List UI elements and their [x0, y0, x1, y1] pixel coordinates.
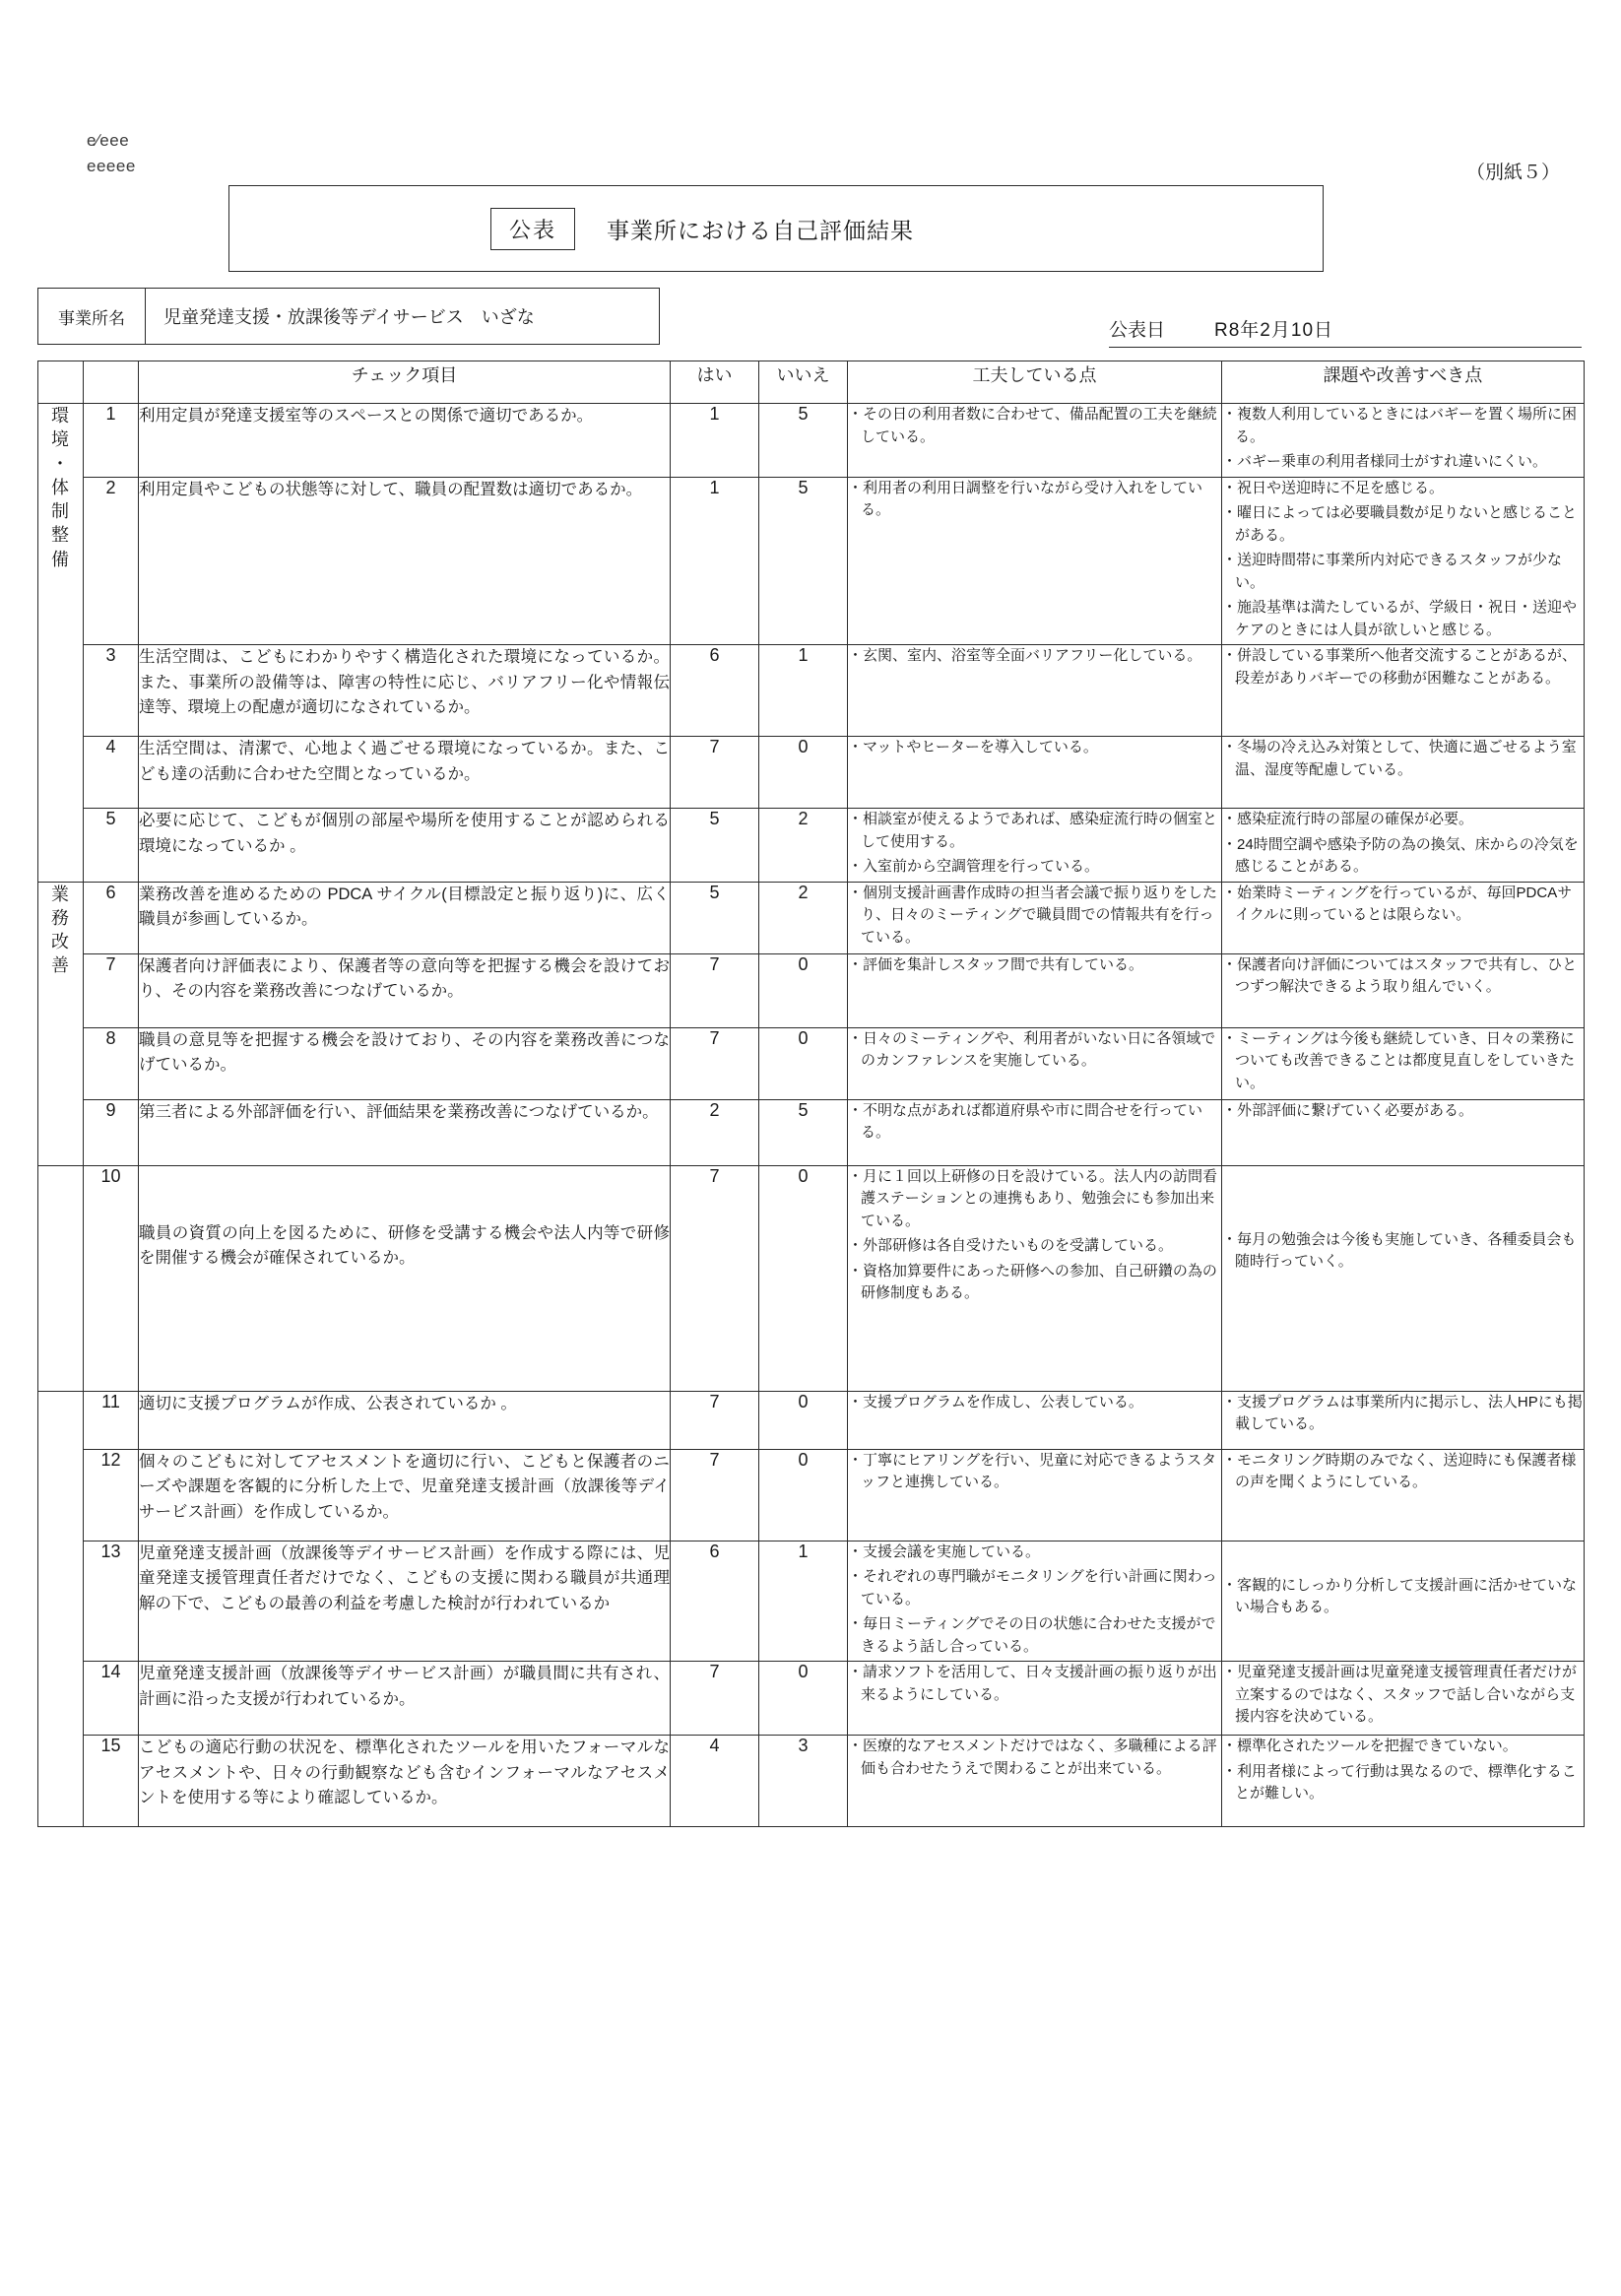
table-row [38, 1541, 1585, 1662]
check-item-text: 生活空間は、清潔で、心地よく過ごせる環境になっているか。また、こども達の活動に合わせた空間となっているか。 [139, 737, 671, 809]
header-issues: 課題や改善すべき点 [1222, 361, 1585, 404]
no-count: 5 [759, 1099, 848, 1165]
check-item-text: 第三者による外部評価を行い、評価結果を業務改善につなげているか。 [139, 1099, 671, 1165]
check-item-text: 個々のこどもに対してアセスメントを適切に行い、こどもと保護者のニーズや課題を客観的に分析した上で、児童発達支援計画（放課後等デイサービス計画）を作成しているか。 [139, 1449, 671, 1541]
yes-count: 7 [671, 1662, 759, 1736]
issues [1222, 1099, 1585, 1165]
good-point-item: ・ 個別支援計画書作成時の担当者会議で振り返りをしたり、日々のミーティングで職員間での情報共有を行っている。 [848, 883, 1221, 950]
office-name-label: 事業所名 [38, 289, 146, 344]
annex-label: （別紙５） [1465, 163, 1560, 183]
yes-count: 7 [671, 1449, 759, 1541]
no-count: 1 [759, 1541, 848, 1662]
issue-item: ・ 併設している事業所へ他者交流することがあるが、段差がありバギーでの移動が困難なことがある。 [1222, 645, 1584, 689]
check-item-text: 保護者向け評価表により、保護者等の意向等を把握する機会を設けており、その内容を業務改善につなげているか。 [139, 953, 671, 1027]
table-row [38, 1165, 1585, 1391]
good-point-item: ・ 請求ソフトを活用して、日々支援計画の振り返りが出来るようにしている。 [848, 1662, 1221, 1706]
no-count: 0 [759, 1662, 848, 1736]
issue-item: ・ 標準化されたツールを把握できていない。 [1222, 1736, 1584, 1758]
issue-item: ・ 送迎時間帯に事業所内対応できるスタッフが少ない。 [1222, 550, 1584, 594]
yes-count: 2 [671, 1099, 759, 1165]
issue-item: ・ 施設基準は満たしているが、学級日・祝日・送迎やケアのときには人員が欲しいと感じる。 [1222, 597, 1584, 641]
issues [1222, 1027, 1585, 1099]
good-point-item: ・ 入室前から空調管理を行っている。 [848, 856, 1221, 879]
good-point-item: ・ 資格加算要件にあった研修への参加、自己研鑽の為の研修制度もある。 [848, 1261, 1221, 1305]
header-category [38, 361, 84, 404]
row-number: 5 [84, 809, 139, 883]
issues [1222, 1165, 1585, 1391]
row-number: 7 [84, 953, 139, 1027]
row-number: 2 [84, 477, 139, 645]
issue-item: ・ 児童発達支援計画は児童発達支援管理責任者だけが立案するのではなく、スタッフで話し合いながら支援内容を決めている。 [1222, 1662, 1584, 1729]
yes-count: 7 [671, 1165, 759, 1391]
table-row [38, 1449, 1585, 1541]
good-points [848, 1541, 1222, 1662]
issue-item: ・ 客観的にしっかり分析して支援計画に活かせていない場合もある。 [1222, 1575, 1584, 1619]
yes-count: 4 [671, 1736, 759, 1827]
good-points [848, 477, 1222, 645]
check-item-text: 児童発達支援計画（放課後等デイサービス計画）を作成する際には、児童発達支援管理責任者だけでなく、こどもの支援に関わる職員が共通理解の下で、こどもの最善の利益を考慮した検討が行われているか [139, 1541, 671, 1662]
row-number: 10 [84, 1165, 139, 1391]
good-point-item: ・ 玄関、室内、浴室等全面バリアフリー化している。 [848, 645, 1221, 668]
row-number: 4 [84, 737, 139, 809]
issues [1222, 809, 1585, 883]
table-row [38, 809, 1585, 883]
good-points [848, 1027, 1222, 1099]
good-points [848, 1662, 1222, 1736]
issue-item: ・ 利用者様によって行動は異なるので、標準化することが難しい。 [1222, 1761, 1584, 1805]
no-count: 0 [759, 1165, 848, 1391]
row-number: 8 [84, 1027, 139, 1099]
row-number: 14 [84, 1662, 139, 1736]
check-item-text: 必要に応じて、こどもが個別の部屋や場所を使用することが認められる環境になっているか 。 [139, 809, 671, 883]
table-row [38, 737, 1585, 809]
good-points [848, 1165, 1222, 1391]
good-points [848, 1391, 1222, 1449]
good-points [848, 953, 1222, 1027]
issue-item: ・ 曜日によっては必要職員数が足りないと感じることがある。 [1222, 502, 1584, 547]
no-count: 5 [759, 477, 848, 645]
issue-item: ・ 複数人利用しているときにはバギーを置く場所に困る。 [1222, 404, 1584, 448]
issue-item: ・ バギー乗車の利用者様同士がすれ違いにくい。 [1222, 451, 1584, 474]
good-point-item: ・ 不明な点があれば都道府県や市に問合せを行っている。 [848, 1100, 1221, 1145]
yes-count: 7 [671, 953, 759, 1027]
good-point-item: ・ 毎日ミーティングでその日の状態に合わせた支援ができるよう話し合っている。 [848, 1613, 1221, 1658]
row-number: 9 [84, 1099, 139, 1165]
good-point-item: ・ 支援会議を実施している。 [848, 1542, 1221, 1564]
check-item-text: 職員の資質の向上を図るために、研修を受講する機会や法人内等で研修を開催する機会が確保されているか。 [139, 1165, 671, 1391]
good-point-item: ・ マットやヒーターを導入している。 [848, 737, 1221, 759]
table-row [38, 404, 1585, 478]
yes-count: 7 [671, 737, 759, 809]
check-item-text: 利用定員が発達支援室等のスペースとの関係で適切であるか。 [139, 404, 671, 478]
row-number: 15 [84, 1736, 139, 1827]
no-count: 1 [759, 645, 848, 737]
table-row [38, 645, 1585, 737]
category-cell-blank-lower [38, 1391, 84, 1827]
publication-date [1109, 315, 1582, 346]
header-no: いいえ [759, 361, 848, 404]
header-good-points: 工夫している点 [848, 361, 1222, 404]
table-row [38, 1662, 1585, 1736]
issue-item: ・ 冬場の冷え込み対策として、快適に過ごせるよう室温、湿度等配慮している。 [1222, 737, 1584, 781]
issue-item: ・ 24時間空調や感染予防の為の換気、床からの冷気を感じることがある。 [1222, 834, 1584, 879]
yes-count: 1 [671, 404, 759, 478]
check-item-text: 職員の意見等を把握する機会を設けており、その内容を業務改善につなげているか。 [139, 1027, 671, 1099]
self-evaluation-table [37, 361, 1585, 1827]
row-number: 13 [84, 1541, 139, 1662]
table-row [38, 1391, 1585, 1449]
issue-item: ・ 保護者向け評価についてはスタッフで共有し、ひとつずつ解決できるよう取り組んでいく。 [1222, 954, 1584, 999]
corner-mark-line1: e∕eee [87, 131, 130, 150]
publication-date-value: R8年2月10日 [1214, 320, 1334, 341]
issues [1222, 737, 1585, 809]
good-point-item: ・ それぞれの専門職がモニタリングを行い計画に関わっている。 [848, 1566, 1221, 1610]
row-number: 11 [84, 1391, 139, 1449]
header-check-item: チェック項目 [139, 361, 671, 404]
publication-date-label: 公表日 [1109, 320, 1166, 341]
title-box [228, 185, 1324, 272]
yes-count: 5 [671, 809, 759, 883]
page-title: 事業所における自己評価結果 [607, 217, 915, 243]
table-header-row [38, 361, 1585, 404]
no-count: 5 [759, 404, 848, 478]
table-row [38, 477, 1585, 645]
office-name-value: 児童発達支援・放課後等デイサービス いざな [163, 307, 535, 327]
no-count: 0 [759, 1027, 848, 1099]
category-cell-empty [38, 1165, 84, 1391]
no-count: 2 [759, 809, 848, 883]
good-points [848, 737, 1222, 809]
check-item-text: 適切に支援プログラムが作成、公表されているか 。 [139, 1391, 671, 1449]
table-row [38, 1027, 1585, 1099]
good-points [848, 1736, 1222, 1827]
good-point-item: ・ 外部研修は各自受けたいものを受講している。 [848, 1235, 1221, 1258]
row-number: 12 [84, 1449, 139, 1541]
good-point-item: ・ 相談室が使えるようであれば、感染症流行時の個室として使用する。 [848, 809, 1221, 853]
no-count: 0 [759, 953, 848, 1027]
category-cell-business-improvement: 業 務 改 善 [38, 882, 84, 1165]
public-badge: 公表 [490, 208, 575, 250]
issue-item: ・ 支援プログラムは事業所内に掲示し、法人HPにも掲載している。 [1222, 1392, 1584, 1436]
issues [1222, 953, 1585, 1027]
issues [1222, 1662, 1585, 1736]
issue-item: ・ 始業時ミーティングを行っているが、毎回PDCAサイクルに則っているとは限らない。 [1222, 883, 1584, 927]
issue-item: ・ ミーティングは今後も継続していき、日々の業務についても改善できることは都度見直しをしていきたい。 [1222, 1028, 1584, 1095]
table-row [38, 1099, 1585, 1165]
issues [1222, 1449, 1585, 1541]
issue-item: ・ 感染症流行時の部屋の確保が必要。 [1222, 809, 1584, 831]
issues [1222, 404, 1585, 478]
table-row [38, 953, 1585, 1027]
issue-item: ・ 祝日や送迎時に不足を感じる。 [1222, 478, 1584, 500]
publication-date-underline [1109, 347, 1582, 348]
check-item-text: 業務改善を進めるための PDCA サイクル(目標設定と振り返り)に、広く職員が参画しているか。 [139, 882, 671, 953]
yes-count: 6 [671, 1541, 759, 1662]
check-item-text: こどもの適応行動の状況を、標準化されたツールを用いたフォーマルなアセスメントや、日々の行動観察なども含むインフォーマルなアセスメントを使用する等により確認しているか。 [139, 1736, 671, 1827]
good-points [848, 1099, 1222, 1165]
issues [1222, 1541, 1585, 1662]
category-cell-environment: 環 境 ・ 体 制 整 備 [38, 404, 84, 883]
issues [1222, 477, 1585, 645]
row-number: 3 [84, 645, 139, 737]
issue-item: ・ モニタリング時期のみでなく、送迎時にも保護者様の声を聞くようにしている。 [1222, 1450, 1584, 1494]
no-count: 0 [759, 1449, 848, 1541]
good-points [848, 809, 1222, 883]
check-item-text: 利用定員やこどもの状態等に対して、職員の配置数は適切であるか。 [139, 477, 671, 645]
issues [1222, 1391, 1585, 1449]
yes-count: 1 [671, 477, 759, 645]
good-points [848, 1449, 1222, 1541]
no-count: 2 [759, 882, 848, 953]
table-row [38, 1736, 1585, 1827]
issues [1222, 645, 1585, 737]
yes-count: 6 [671, 645, 759, 737]
corner-mark-line2: eeeee [87, 157, 136, 176]
row-number: 6 [84, 882, 139, 953]
header-no [84, 361, 139, 404]
good-points [848, 645, 1222, 737]
good-point-item: ・ 医療的なアセスメントだけではなく、多職種による評価も合わせたうえで関わることが出来ている。 [848, 1736, 1221, 1780]
table-row [38, 882, 1585, 953]
yes-count: 7 [671, 1391, 759, 1449]
good-point-item: ・ 評価を集計しスタッフ間で共有している。 [848, 954, 1221, 977]
issue-item: ・ 毎月の勉強会は今後も実施していき、各種委員会も随時行っていく。 [1222, 1229, 1584, 1274]
check-item-text: 児童発達支援計画（放課後等デイサービス計画）が職員間に共有され、計画に沿った支援が行われているか。 [139, 1662, 671, 1736]
yes-count: 7 [671, 1027, 759, 1099]
header-yes: はい [671, 361, 759, 404]
good-point-item: ・ 利用者の利用日調整を行いながら受け入れをしている。 [848, 478, 1221, 522]
good-point-item: ・ 丁寧にヒアリングを行い、児童に対応できるようスタッフと連携している。 [848, 1450, 1221, 1494]
good-point-item: ・ その日の利用者数に合わせて、備品配置の工夫を継続している。 [848, 404, 1221, 448]
office-name-box [37, 288, 660, 345]
no-count: 3 [759, 1736, 848, 1827]
issues [1222, 882, 1585, 953]
yes-count: 5 [671, 882, 759, 953]
good-points [848, 882, 1222, 953]
corner-mark [87, 128, 136, 180]
good-point-item: ・ 日々のミーティングや、利用者がいない日に各領域でのカンファレンスを実施している。 [848, 1028, 1221, 1073]
no-count: 0 [759, 1391, 848, 1449]
good-points [848, 404, 1222, 478]
issues [1222, 1736, 1585, 1827]
no-count: 0 [759, 737, 848, 809]
good-point-item: ・ 支援プログラムを作成し、公表している。 [848, 1392, 1221, 1414]
row-number: 1 [84, 404, 139, 478]
check-item-text: 生活空間は、こどもにわかりやすく構造化された環境になっているか。また、事業所の設備等は、障害の特性に応じ、バリアフリー化や情報伝達等、環境上の配慮が適切になされているか。 [139, 645, 671, 737]
good-point-item: ・ 月に１回以上研修の日を設けている。法人内の訪問看護ステーションとの連携もあり、勉強会にも参加出来ている。 [848, 1166, 1221, 1233]
issue-item: ・ 外部評価に繋げていく必要がある。 [1222, 1100, 1584, 1123]
